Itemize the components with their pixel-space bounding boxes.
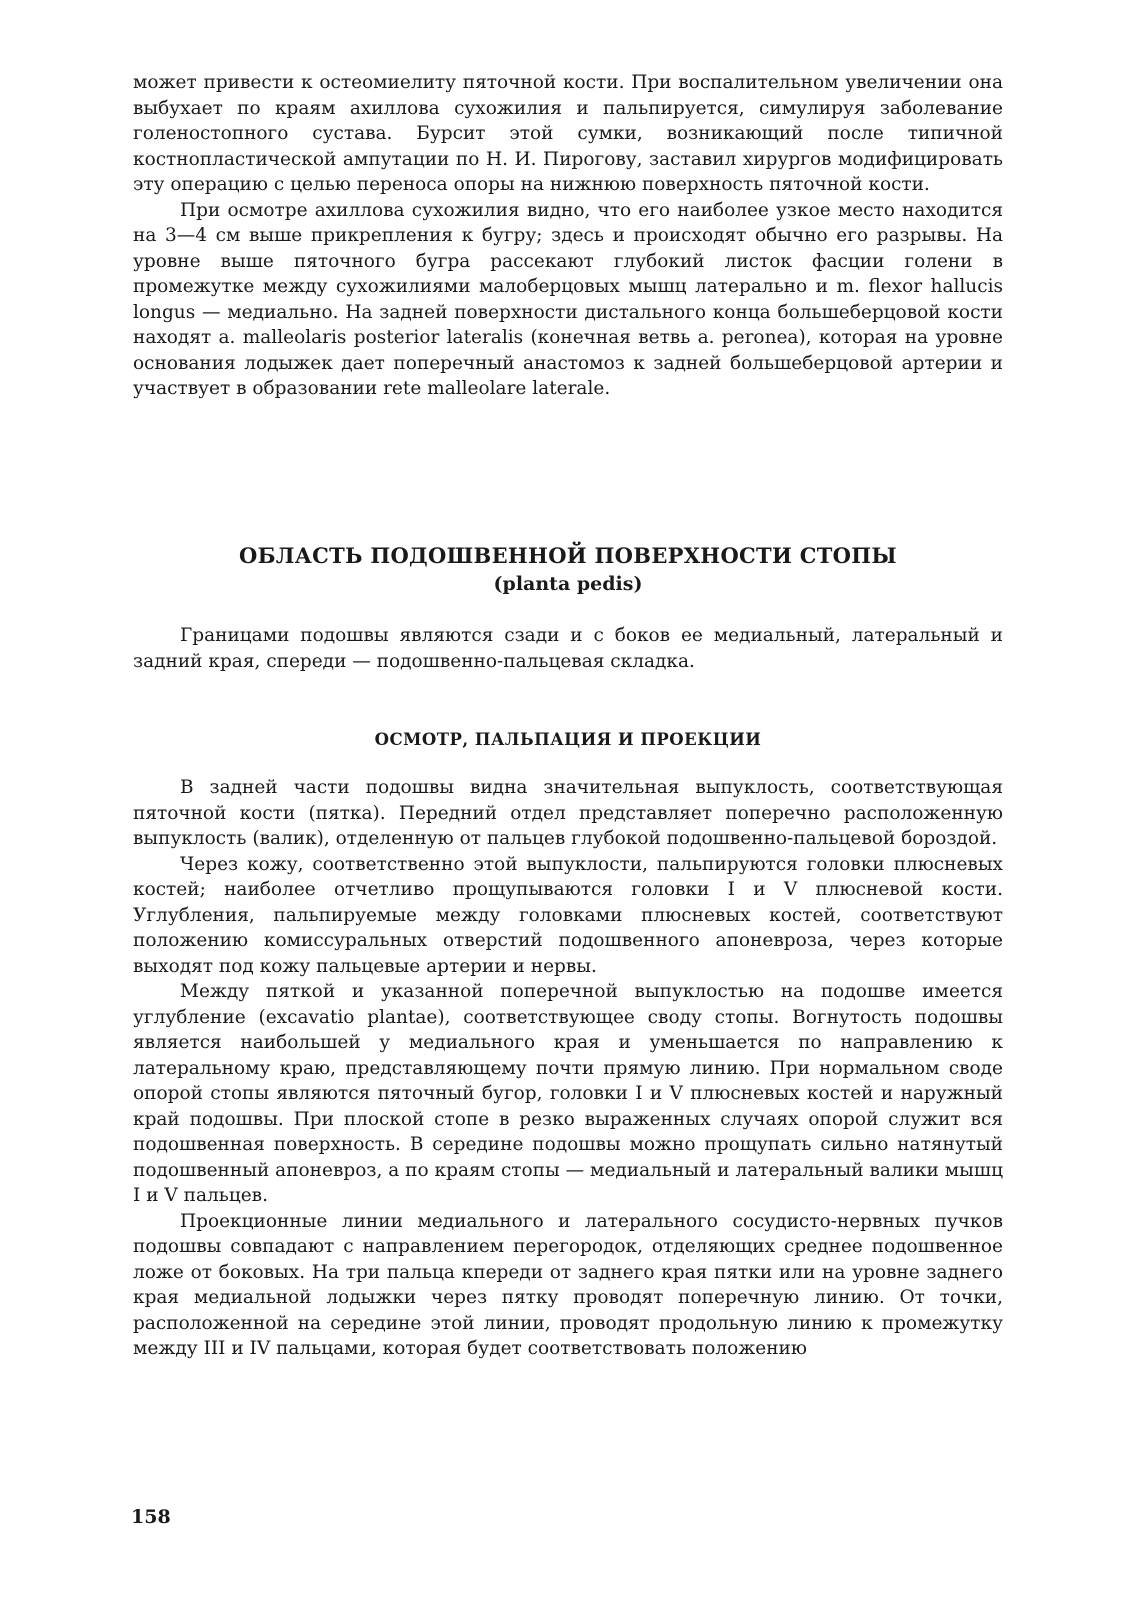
- section-subtitle: (planta pedis): [493, 573, 643, 595]
- intro-block: [133, 623, 1003, 674]
- paragraph-achilles: При осмотре ахиллова сухожилия видно, что его наиболее узкое место находится на 3—4 см выше прикрепления к бугру; здесь и происходят обычно его разрывы. На уровне выше пяточного бугра рассекают глубокий листок фасции голени в промежутке между сухожилиями малоберцовых мышц латерально и m. flexor hallucis longus — медиально. На задней поверхности дистального конца большеберцовой кости находят a. malleolaris posterior lateralis (конечная ветвь a. peronea), которая на уровне основания лодыжек дает поперечный анастомоз к задней большеберцовой артерии и участвует в образовании rete malleolare laterale.: [133, 199, 1003, 399]
- section-title: ОБЛАСТЬ ПОДОШВЕННОЙ ПОВЕРХНОСТИ СТОПЫ: [239, 543, 897, 568]
- paragraph-projection: Проекционные линии медиального и латерального сосудисто-нервных пучков подошвы совпадают с направлением перегородок, отделяющих среднее подошвенное ложе от боковых. На три пальца кпереди от заднего края пятки или на уровне заднего края медиальной лодыжки через пятку проводят поперечную линию. От точки, расположенной на середине этой линии, проводят продольную линию к промежутку между III и IV пальцами, которая будет соответствовать положению: [133, 1210, 1003, 1359]
- subsection-title: ОСМОТР, ПАЛЬПАЦИЯ И ПРОЕКЦИИ: [374, 730, 762, 749]
- body-text-block: [133, 775, 1003, 1362]
- paragraph-borders: Границами подошвы являются сзади и с боков ее медиальный, латеральный и задний края, спереди — подошвенно-пальцевая складка.: [133, 625, 1003, 672]
- top-text-block: [133, 70, 1003, 402]
- paragraph-continuation: может привести к остеомиелиту пяточной кости. При воспалительном увеличении она выбухает по краям ахиллова сухожилия и пальпируется, симулируя заболевание голеностопного сустава. Бурсит этой сумки, возникающий после типичной костнопластической ампутации по Н. И. Пирогову, заставил хирургов модифицировать эту операцию с целью переноса опоры на нижнюю поверхность пяточной кости.: [133, 72, 1003, 195]
- page-number: 158: [131, 1506, 171, 1528]
- paragraph-palpation: Через кожу, соответственно этой выпуклости, пальпируются головки плюсневых костей; наиболее отчетливо прощупываются головки I и V плюсневой кости. Углубления, пальпируемые между головками плюсневых костей, соответствуют положению комиссуральных отверстий подошвенного апоневроза, через которые выходят под кожу пальцевые артерии и нервы.: [133, 853, 1003, 977]
- paragraph-arch: Между пяткой и указанной поперечной выпуклостью на подошве имеется углубление (excavatio plantae), соответствующее своду стопы. Вогнутость подошвы является наибольшей у медиального края и уменьшается по направлению к латеральному краю, представляющему почти прямую линию. При нормальном своде опорой стопы являются пяточный бугор, головки I и V плюсневых костей и наружный край подошвы. При плоской стопе в резко выраженных случаях опорой служит вся подошвенная поверхность. В середине подошвы можно прощупать сильно натянутый подошвенный апоневроз, а по краям стопы — медиальный и латеральный валики мышц I и V пальцев.: [133, 981, 1003, 1206]
- paragraph-inspection: В задней части подошвы видна значительная выпуклость, соответствующая пяточной кости (пятка). Передний отдел представляет поперечно расположенную выпуклость (валик), отделенную от пальцев глубокой подошвенно-пальцевой бороздой.: [133, 777, 1003, 849]
